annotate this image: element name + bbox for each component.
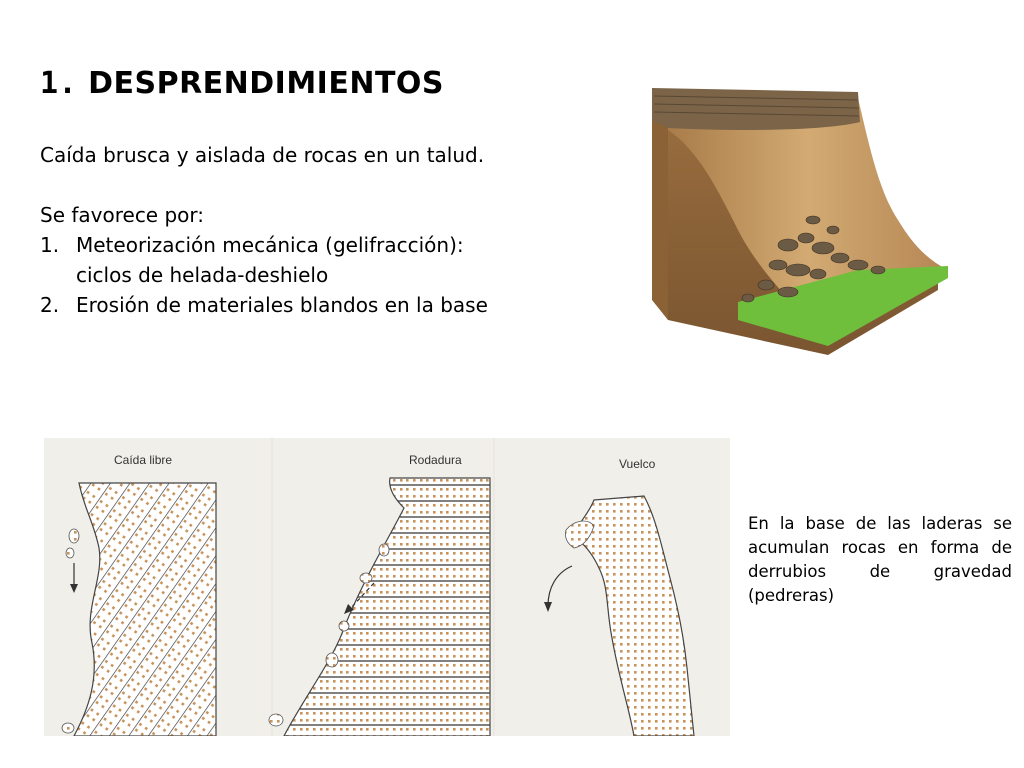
definition-text: Caída brusca y aislada de rocas en un talud. (40, 143, 485, 167)
list-item-line: ciclos de helada-deshielo (76, 263, 329, 287)
rock-mass-free-fall (74, 483, 216, 736)
title-text: DESPRENDIMIENTOS (88, 66, 445, 101)
fall-arrow-head (70, 584, 78, 593)
favored-heading: Se favorece por: (40, 203, 205, 227)
panel-label-vuelco: Vuelco (619, 457, 656, 471)
rock-mass-rolling (284, 478, 490, 736)
panel-label-rodadura: Rodadura (409, 453, 462, 467)
note-text: En la base de las laderas se acumulan rocas en forma de derrubios de gravedad (pedreras) (748, 514, 1012, 605)
list-item (40, 230, 580, 290)
list-item-number: 2. (40, 293, 60, 317)
list-item-number: 1. (40, 233, 60, 257)
list-item-line: Erosión de materiales blandos en la base (76, 293, 488, 317)
topple-arrow-head (544, 602, 552, 612)
rockfall-types-diagram (44, 438, 730, 736)
title-number: 1. (40, 66, 78, 101)
slide-title (40, 66, 444, 101)
panel-label-caida-libre: Caída libre (114, 453, 173, 467)
topple-arrow (548, 566, 572, 606)
favored-list (40, 230, 580, 320)
list-item-line: Meteorización mecánica (gelifracción): (76, 233, 464, 257)
falling-blocks (62, 529, 79, 733)
list-item (40, 290, 580, 320)
rock-strata-top (652, 88, 860, 130)
cliff-block-illustration (628, 70, 958, 360)
